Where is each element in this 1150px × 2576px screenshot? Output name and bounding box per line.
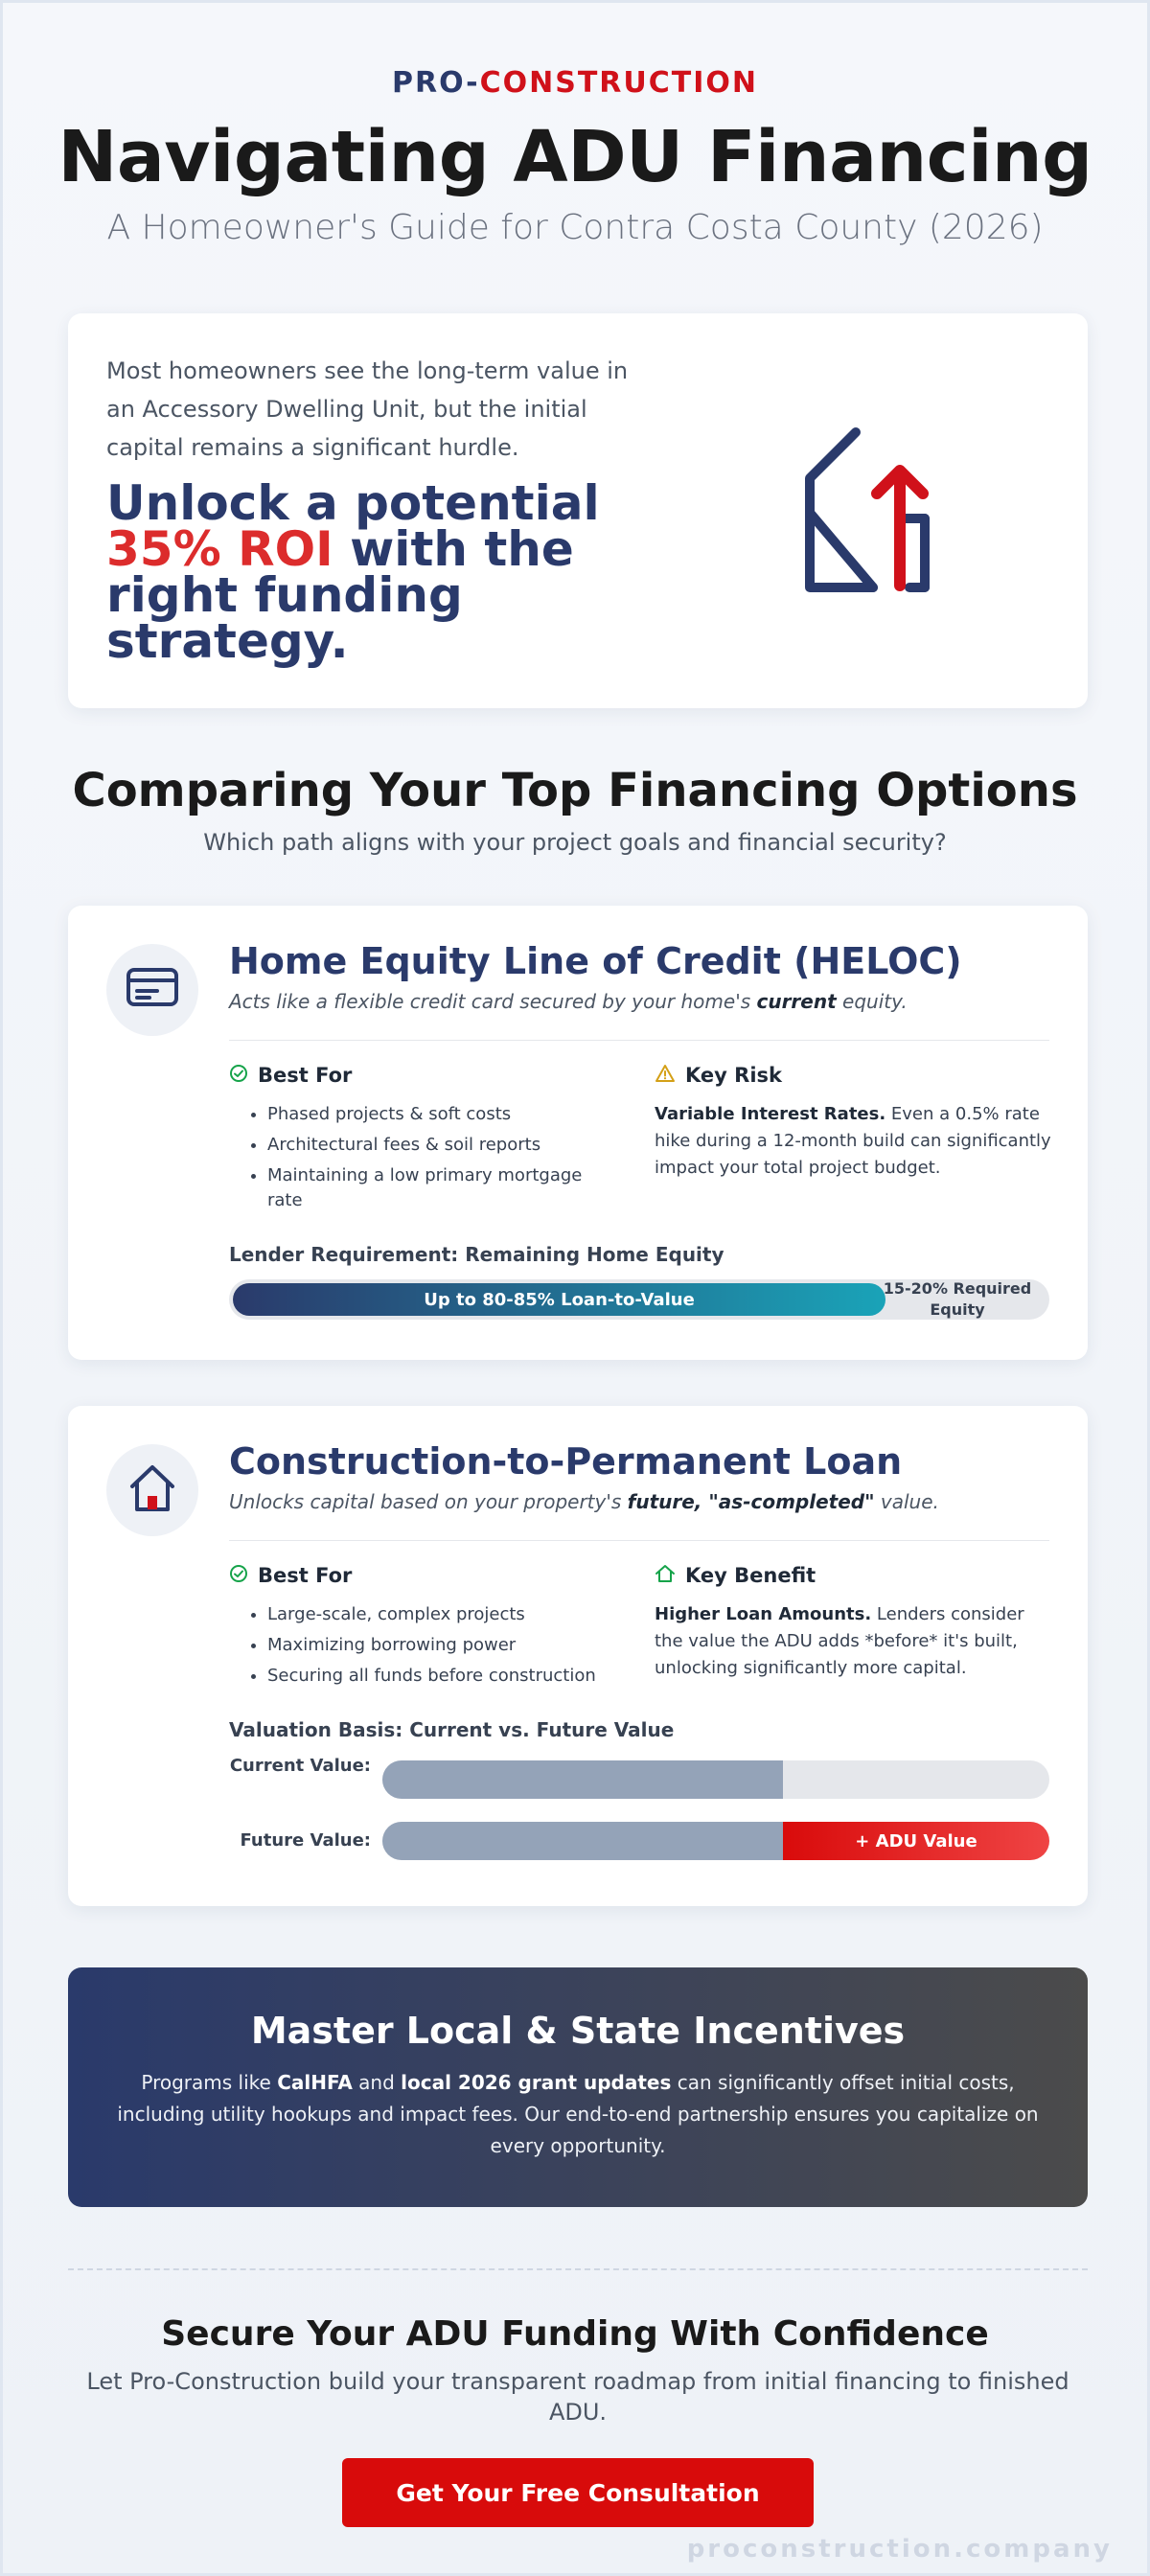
key-benefit-label: Key Benefit bbox=[685, 1564, 816, 1587]
incentives-body-post: can significantly offset initial costs, including utility hookups and impact fees. Our end-to-end partnership ensures you capitalize on every opportunity. bbox=[117, 2071, 1039, 2157]
incentives-body-pre: Programs like bbox=[141, 2071, 278, 2094]
options-section-subtitle: Which path aligns with your project goals and financial security? bbox=[203, 829, 947, 856]
heloc-icon-circle bbox=[106, 944, 198, 1036]
hero-headline-post: with the right funding strategy. bbox=[106, 521, 574, 669]
footer-url[interactable]: proconstruction.company bbox=[686, 2535, 1113, 2564]
construction-benefit-body: Lenders consider the value the ADU adds *before* it's built, unlocking significantly more capital. bbox=[655, 1604, 1024, 1678]
heloc-risk-bold: Variable Interest Rates. bbox=[655, 1104, 886, 1124]
hero-intro: Most homeowners see the long-term value in an Accessory Dwelling Unit, but the initial capital remains a significant hurdle. bbox=[106, 357, 629, 461]
best-for-label: Best For bbox=[258, 1564, 353, 1587]
construction-benefit-text bbox=[655, 1601, 1057, 1682]
hero-card bbox=[68, 313, 1088, 708]
heloc-risk-text bbox=[655, 1101, 1057, 1182]
heloc-bar-fill: Up to 80-85% Loan-to-Value bbox=[233, 1283, 886, 1316]
free-consultation-button[interactable]: Get Your Free Consultation bbox=[342, 2458, 814, 2527]
house-icon bbox=[125, 1461, 180, 1519]
current-value-row bbox=[229, 1756, 1049, 1799]
future-value-track bbox=[382, 1822, 1049, 1860]
page-title: Navigating ADU Financing bbox=[58, 116, 1092, 198]
adu-value-bar: + ADU Value bbox=[783, 1822, 1049, 1860]
construction-best-for bbox=[229, 1561, 622, 1691]
cta-subtitle: Let Pro-Construction build your transparent roadmap from initial financing to finished ADU. bbox=[86, 2368, 1070, 2426]
heloc-title: Home Equity Line of Credit (HELOC) bbox=[229, 940, 962, 982]
house-arrow-up-icon bbox=[768, 419, 959, 610]
key-risk-label: Key Risk bbox=[685, 1064, 782, 1087]
list-item: • Large-scale, complex projects bbox=[267, 1599, 622, 1630]
heloc-equity-bar bbox=[229, 1279, 1049, 1320]
divider bbox=[229, 1540, 1049, 1541]
brand-part-1: PRO- bbox=[391, 66, 480, 100]
heloc-key-risk-heading bbox=[655, 1061, 1057, 1090]
hero-headline-highlight: 35% ROI bbox=[106, 521, 334, 577]
incentives-banner bbox=[68, 1967, 1088, 2207]
construction-key-benefit-heading bbox=[655, 1561, 1057, 1590]
construction-benefit-bold: Higher Loan Amounts. bbox=[655, 1604, 872, 1624]
heloc-description bbox=[229, 990, 908, 1013]
heloc-risk-body: Even a 0.5% rate hike during a 12-month build can significantly impact your total project budget. bbox=[655, 1104, 1051, 1178]
list-item: • Phased projects & soft costs bbox=[267, 1099, 622, 1130]
construction-best-for-heading bbox=[229, 1561, 622, 1590]
brand-part-2: CONSTRUCTION bbox=[479, 66, 759, 100]
construction-title: Construction-to-Permanent Loan bbox=[229, 1440, 903, 1483]
heloc-bar-rest: 15-20% Required Equity bbox=[883, 1279, 1032, 1319]
future-value-label: Future Value: bbox=[240, 1830, 371, 1851]
construction-icon-circle bbox=[106, 1444, 198, 1536]
current-value-bar bbox=[382, 1760, 783, 1799]
future-current-portion-bar bbox=[382, 1822, 783, 1860]
construction-description bbox=[229, 1490, 939, 1513]
incentives-title: Master Local & State Incentives bbox=[250, 2010, 906, 2052]
future-value-row bbox=[229, 1822, 1049, 1860]
list-item: • Maximizing borrowing power bbox=[267, 1630, 622, 1661]
heloc-desc-post: equity. bbox=[836, 990, 908, 1013]
divider bbox=[229, 1040, 1049, 1041]
construction-loan-card bbox=[68, 1406, 1088, 1906]
construction-desc-post: value. bbox=[874, 1490, 939, 1513]
heloc-requirement-label: Lender Requirement: Remaining Home Equity bbox=[229, 1243, 724, 1266]
hero-headline-pre: Unlock a potential bbox=[106, 475, 600, 531]
heloc-desc-pre: Acts like a flexible credit card secured by your home's bbox=[229, 990, 757, 1013]
valuation-label: Valuation Basis: Current vs. Future Value bbox=[229, 1718, 675, 1741]
list-item: • Maintaining a low primary mortgage rate bbox=[267, 1161, 622, 1213]
construction-key-benefit bbox=[655, 1561, 1057, 1682]
heloc-key-risk bbox=[655, 1061, 1057, 1182]
cta-title: Secure Your ADU Funding With Confidence bbox=[161, 2314, 989, 2354]
page-subtitle: A Homeowner's Guide for Contra Costa County (2026) bbox=[106, 208, 1044, 247]
heloc-card bbox=[68, 906, 1088, 1360]
current-value-label: Current Value: bbox=[229, 1756, 371, 1776]
section-divider bbox=[68, 2268, 1088, 2270]
check-circle-icon bbox=[229, 1064, 248, 1088]
construction-desc-bold: future, "as-completed" bbox=[627, 1490, 875, 1513]
incentives-body bbox=[116, 2067, 1040, 2162]
construction-best-for-list bbox=[229, 1599, 622, 1691]
heloc-best-for-heading bbox=[229, 1061, 622, 1090]
options-section-title: Comparing Your Top Financing Options bbox=[72, 764, 1078, 817]
heloc-best-for-list bbox=[229, 1099, 622, 1213]
hero-headline bbox=[106, 475, 643, 669]
incentives-calhfa: CalHFA bbox=[277, 2071, 353, 2094]
list-item: • Securing all funds before construction bbox=[267, 1661, 622, 1691]
list-item: • Architectural fees & soil reports bbox=[267, 1130, 622, 1161]
warning-icon bbox=[655, 1064, 676, 1088]
home-outline-icon bbox=[655, 1564, 676, 1588]
incentives-grant-updates: local 2026 grant updates bbox=[401, 2071, 672, 2094]
best-for-label: Best For bbox=[258, 1064, 353, 1087]
heloc-best-for bbox=[229, 1061, 622, 1213]
brand-logo bbox=[3, 66, 1147, 100]
current-value-track bbox=[382, 1760, 1049, 1799]
heloc-desc-bold: current bbox=[756, 990, 837, 1013]
check-circle-icon bbox=[229, 1564, 248, 1588]
construction-desc-pre: Unlocks capital based on your property's bbox=[229, 1490, 628, 1513]
incentives-body-mid: and bbox=[352, 2071, 402, 2094]
credit-card-icon bbox=[125, 964, 180, 1016]
